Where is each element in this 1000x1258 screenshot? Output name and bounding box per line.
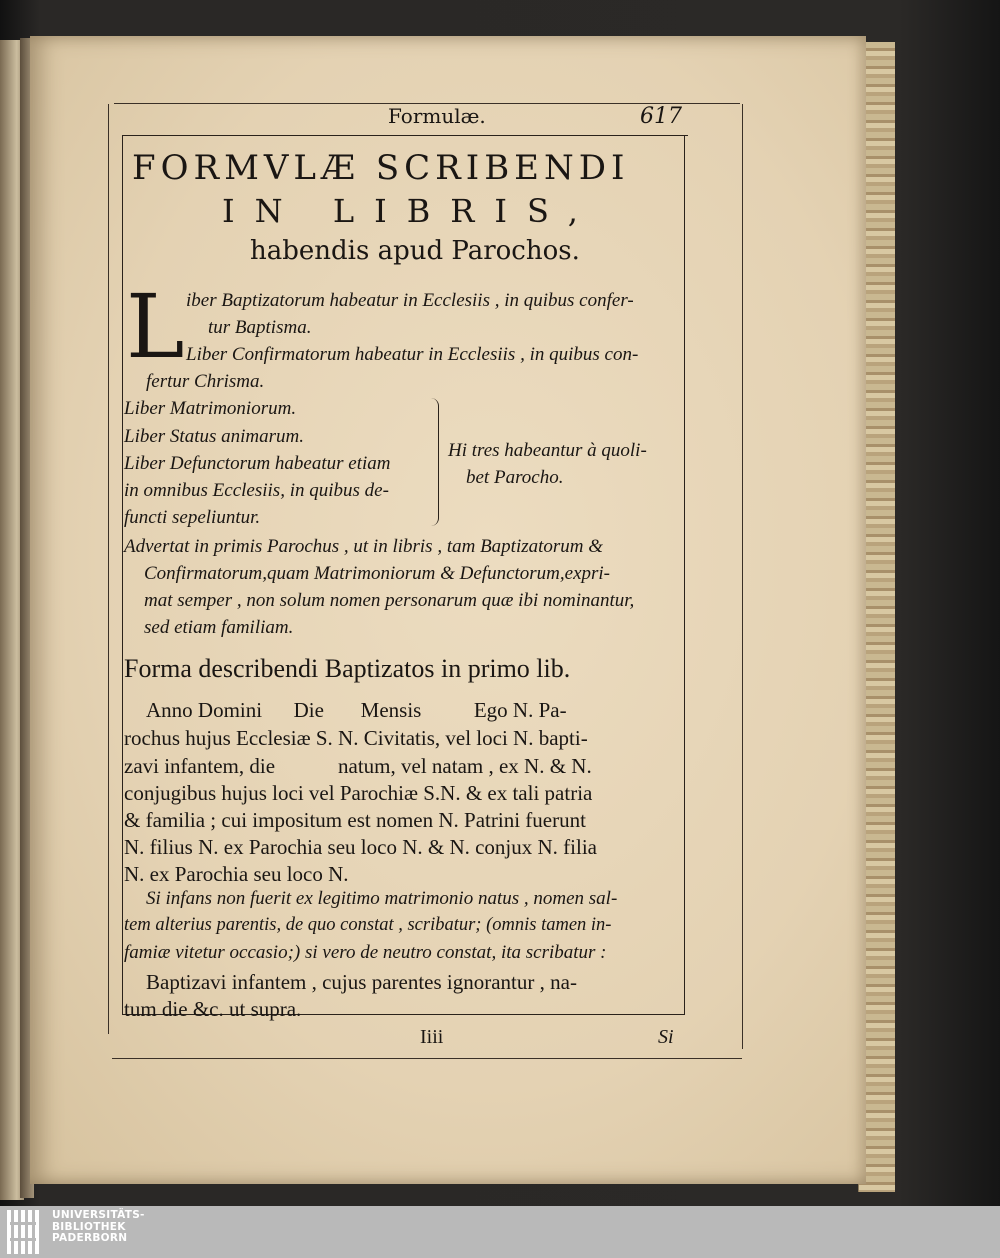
title-line-1: FORMVLÆ SCRIBENDI <box>132 148 630 188</box>
curly-brace <box>428 398 439 526</box>
outer-frame-left <box>108 104 109 1034</box>
brace-note: Hi tres habeantur à quoli- <box>448 440 647 461</box>
body-line: & familia ; cui impositum est nomen N. Patrini fuerunt <box>124 808 586 832</box>
title-line-2: IN LIBRIS, <box>222 192 598 230</box>
running-head: Formulæ. <box>388 104 486 128</box>
body-line: rochus hujus Ecclesiæ S. N. Civitatis, vel loci N. bapti- <box>124 726 588 750</box>
body-line: conjugibus hujus loci vel Parochiæ S.N. & ex tali patria <box>124 781 593 805</box>
inner-frame-top <box>122 135 688 136</box>
section-heading: Forma describendi Baptizatos in primo lib. <box>124 654 571 683</box>
catchword: Si <box>658 1026 674 1048</box>
library-name-line: PADERBORN <box>52 1232 128 1244</box>
note-line: Si infans non fuerit ex legitimo matrimonio natus , nomen sal- <box>146 888 618 909</box>
page-number: 617 <box>640 104 682 129</box>
inner-frame-right <box>684 135 685 1015</box>
title-line-3: habendis apud Parochos. <box>250 236 580 266</box>
advertat-line: Advertat in primis Parochus , ut in libris , tam Baptizatorum & <box>124 536 604 557</box>
outer-frame-bottom <box>112 1058 742 1059</box>
book-list-item: functi sepeliuntur. <box>124 507 261 528</box>
closing-line: tum die &c. ut supra. <box>124 997 302 1021</box>
body-line: Anno Domini Die Mensis Ego N. Pa- <box>146 698 567 722</box>
advertat-line: mat semper , non solum nomen personarum quæ ibi nominantur, <box>144 590 635 611</box>
intro-line: Liber Confirmatorum habeatur in Ecclesiis , in quibus con- <box>186 344 639 365</box>
library-name <box>52 1210 145 1245</box>
library-name-line: UNIVERSITÄTS- <box>52 1209 145 1221</box>
inner-frame-left <box>122 135 123 1015</box>
library-footer-bar <box>0 1206 1000 1258</box>
library-logo-icon <box>4 1208 46 1256</box>
outer-frame-right <box>742 104 743 1049</box>
body-line: zavi infantem, die natum, vel natam , ex N. & N. <box>124 754 592 778</box>
note-line: famiæ vitetur occasio;) si vero de neutro constat, ita scribatur : <box>124 942 607 963</box>
library-name-line: BIBLIOTHEK <box>52 1220 126 1233</box>
intro-line: fertur Chrisma. <box>146 371 265 392</box>
advertat-line: Confirmatorum,quam Matrimoniorum & Defunctorum,expri- <box>144 563 611 584</box>
body-line: N. ex Parochia seu loco N. <box>124 862 349 886</box>
brace-note: bet Parocho. <box>466 467 564 488</box>
book-list-item: in omnibus Ecclesiis, in quibus de- <box>124 480 389 501</box>
book-list-item: Liber Matrimoniorum. <box>124 398 297 419</box>
advertat-line: sed etiam familiam. <box>144 617 294 638</box>
intro-line: iber Baptizatorum habeatur in Ecclesiis , in quibus confer- <box>186 290 634 311</box>
note-line: tem alterius parentis, de quo constat , scribatur; (omnis tamen in- <box>124 915 612 935</box>
closing-line: Baptizavi infantem , cujus parentes ignorantur , na- <box>146 970 577 994</box>
body-line: N. filius N. ex Parochia seu loco N. & N. conjux N. filia <box>124 835 597 859</box>
book-list-item: Liber Defunctorum habeatur etiam <box>124 453 391 474</box>
book-list-item: Liber Status animarum. <box>124 426 304 447</box>
drop-cap: L <box>126 275 185 378</box>
signature-mark: Iiii <box>420 1026 444 1048</box>
intro-line: tur Baptisma. <box>208 317 312 338</box>
